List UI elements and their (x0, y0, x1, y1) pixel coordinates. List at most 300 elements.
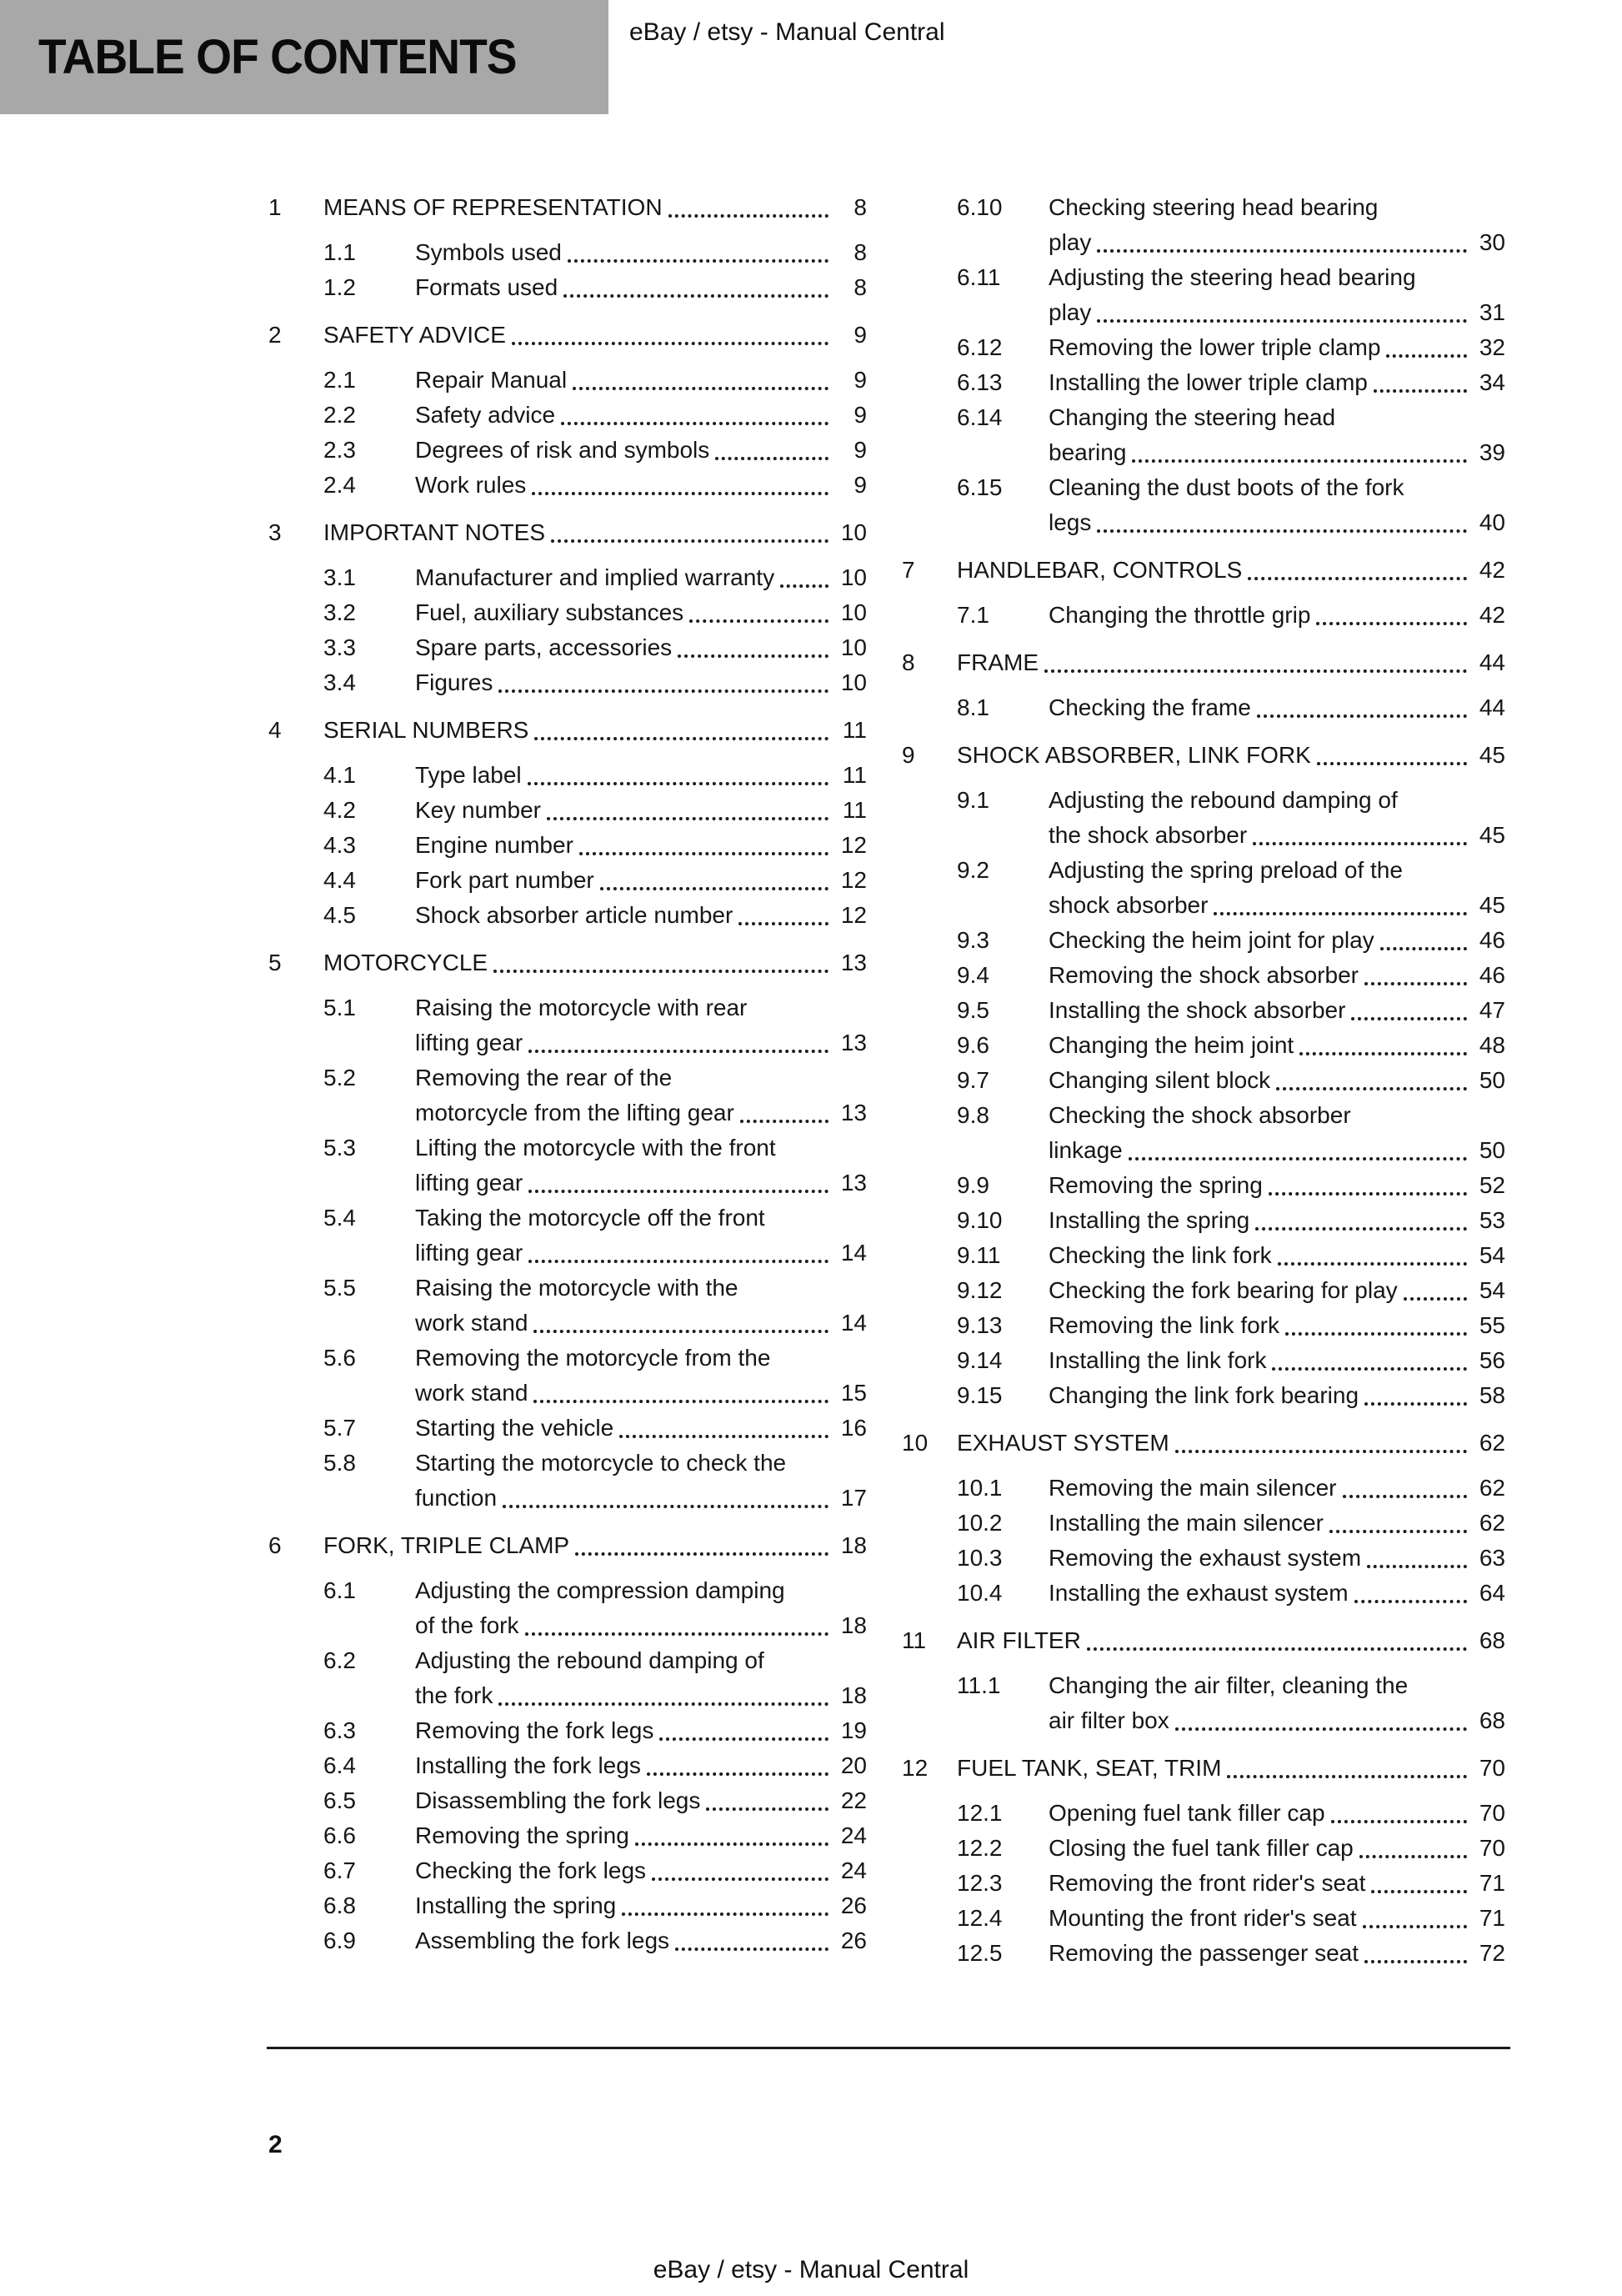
entry-number: 7 (902, 557, 915, 583)
entry-body (415, 1783, 867, 1818)
entry-number: 11.1 (957, 1672, 1001, 1698)
entry-body (1049, 1576, 1505, 1611)
entry-title: Changing silent block (1049, 1067, 1271, 1093)
entry-number: 6 (268, 1532, 282, 1558)
toc-entry (268, 828, 867, 863)
entry-body (1049, 1936, 1505, 1971)
toc-entry (268, 1783, 867, 1818)
entry-page: 11 (842, 762, 867, 788)
entry-number: 10.3 (957, 1545, 1003, 1571)
dot-leader (1316, 622, 1467, 625)
entry-number: 9.7 (957, 1067, 989, 1093)
entry-body (957, 1623, 1505, 1658)
dot-leader (1097, 249, 1467, 253)
entry-page: 70 (1479, 1800, 1505, 1826)
entry-body (415, 1818, 867, 1853)
entry-title: Checking the heim joint for play (1049, 927, 1374, 953)
entry-body (323, 713, 867, 748)
entry-number: 6.14 (957, 404, 1003, 430)
entry-title: Degrees of risk and symbols (415, 437, 710, 463)
entry-title: Installing the spring (1049, 1207, 1250, 1233)
entry-body (415, 1201, 867, 1271)
entry-title-line: Lifting the motorcycle with the front (415, 1135, 776, 1161)
dot-leader (689, 619, 829, 623)
entry-body (1049, 1238, 1505, 1273)
dot-leader (1087, 1647, 1467, 1651)
entry-body (1049, 190, 1505, 260)
entry-body (415, 1271, 867, 1341)
toc-entry (268, 560, 867, 595)
entry-body (415, 990, 867, 1060)
entry-title: Removing the spring (415, 1822, 629, 1848)
entry-body (415, 828, 867, 863)
entry-body (1049, 958, 1505, 993)
entry-page: 62 (1479, 1510, 1505, 1536)
entry-title: Symbols used (415, 239, 562, 265)
entry-page: 11 (842, 797, 867, 823)
entry-title-line: Cleaning the dust boots of the fork (1049, 474, 1404, 500)
toc-entry (902, 1623, 1505, 1658)
entry-title: Assembling the fork legs (415, 1928, 670, 1953)
entry-title: HANDLEBAR, CONTROLS (957, 557, 1243, 583)
toc-entry (902, 1796, 1505, 1831)
entry-title-line: Adjusting the rebound damping of (415, 1647, 764, 1673)
entry-number: 5.8 (323, 1450, 356, 1476)
entry-title: SHOCK ABSORBER, LINK FORK (957, 742, 1311, 768)
entry-body (415, 1411, 867, 1446)
toc-entry (268, 270, 867, 305)
entry-number: 4.5 (323, 902, 356, 928)
entry-title: Fuel, auxiliary substances (415, 599, 684, 625)
entry-page: 64 (1479, 1580, 1505, 1606)
entry-page: 50 (1479, 1067, 1505, 1093)
dot-leader (740, 1120, 829, 1123)
dot-leader (1299, 1052, 1467, 1055)
entry-body (415, 793, 867, 828)
entry-number: 6.7 (323, 1857, 356, 1883)
entry-number: 5.2 (323, 1065, 356, 1090)
dot-leader (563, 294, 829, 298)
entry-title: motorcycle from the lifting gear (415, 1100, 734, 1125)
entry-body (1049, 1343, 1505, 1378)
toc-entry (902, 783, 1505, 853)
toc-entry (902, 1426, 1505, 1461)
entry-page: 34 (1479, 369, 1505, 395)
dot-leader (534, 737, 829, 740)
entry-body (1049, 1168, 1505, 1203)
toc-entry (902, 1831, 1505, 1866)
toc-entry (902, 923, 1505, 958)
entry-title: play (1049, 229, 1092, 255)
entry-body (415, 630, 867, 665)
entry-page: 46 (1479, 962, 1505, 988)
entry-number: 4 (268, 717, 282, 743)
entry-page: 46 (1479, 927, 1505, 953)
entry-title: Opening fuel tank filler cap (1049, 1800, 1325, 1826)
entry-body (1049, 365, 1505, 400)
dot-leader (533, 1400, 829, 1403)
entry-page: 16 (840, 1415, 867, 1441)
entry-page: 10 (840, 634, 867, 660)
entry-page: 9 (854, 472, 867, 498)
toc-entry (268, 235, 867, 270)
entry-title: Changing the throttle grip (1049, 602, 1311, 628)
entry-title: Installing the lower triple clamp (1049, 369, 1368, 395)
entry-body (415, 665, 867, 700)
entry-number: 6.10 (957, 194, 1003, 220)
toc-entry (902, 1203, 1505, 1238)
entry-body (957, 645, 1505, 680)
entry-title: Checking the fork legs (415, 1857, 647, 1883)
entry-title: Key number (415, 797, 541, 823)
entry-title: lifting gear (415, 1030, 523, 1055)
footer-page-number: 2 (268, 2131, 283, 2158)
entry-title: of the fork (415, 1612, 519, 1638)
entry-page: 45 (1479, 822, 1505, 848)
entry-title: SAFETY ADVICE (323, 322, 506, 348)
entry-body (1049, 1831, 1505, 1866)
document-title-footer: eBay / etsy - Manual Central (653, 2256, 969, 2283)
entry-body (415, 433, 867, 468)
entry-number: 3 (268, 519, 282, 545)
dot-leader (715, 457, 829, 460)
toc-entry (902, 1168, 1505, 1203)
entry-body (1049, 1901, 1505, 1936)
entry-number: 9.9 (957, 1172, 989, 1198)
entry-body (323, 515, 867, 550)
entry-title: work stand (415, 1310, 528, 1336)
entry-number: 6.6 (323, 1822, 356, 1848)
toc-entry (268, 1528, 867, 1563)
entry-number: 5.6 (323, 1345, 356, 1371)
entry-page: 18 (840, 1682, 867, 1708)
toc-entry (902, 993, 1505, 1028)
entry-number: 9.10 (957, 1207, 1003, 1233)
entry-title: Work rules (415, 472, 527, 498)
toc-entry (268, 793, 867, 828)
entry-title-line: Taking the motorcycle off the front (415, 1205, 765, 1231)
entry-title: SERIAL NUMBERS (323, 717, 529, 743)
entry-page: 58 (1479, 1382, 1505, 1408)
dot-leader (1255, 1227, 1467, 1231)
entry-title-line: Changing the steering head (1049, 404, 1336, 430)
entry-page: 71 (1479, 1870, 1505, 1896)
entry-page: 26 (840, 1928, 867, 1953)
entry-title: Checking the fork bearing for play (1049, 1277, 1398, 1303)
entry-body (415, 398, 867, 433)
toc-entry (268, 863, 867, 898)
dot-leader (1214, 912, 1467, 915)
toc-entry (268, 363, 867, 398)
toc-entry (902, 470, 1505, 540)
entry-body (1049, 1063, 1505, 1098)
entry-title: shock absorber (1049, 892, 1209, 918)
entry-page: 13 (840, 1100, 867, 1125)
entry-title: Figures (415, 669, 493, 695)
entry-number: 9.8 (957, 1102, 989, 1128)
entry-number: 2 (268, 322, 282, 348)
dot-leader (1175, 1727, 1467, 1731)
entry-page: 45 (1479, 742, 1505, 768)
entry-page: 12 (840, 867, 867, 893)
entry-number: 12.2 (957, 1835, 1003, 1861)
entry-body (415, 1060, 867, 1130)
toc-entry (902, 330, 1505, 365)
entry-body (957, 738, 1505, 773)
entry-page: 48 (1479, 1032, 1505, 1058)
entry-body (415, 1341, 867, 1411)
entry-body (415, 1923, 867, 1958)
dot-leader (1404, 1297, 1467, 1301)
entry-page: 56 (1479, 1347, 1505, 1373)
dot-leader (551, 539, 829, 543)
dot-leader (1374, 389, 1467, 393)
entry-body (1049, 1273, 1505, 1308)
entry-number: 8 (902, 649, 915, 675)
entry-title: Installing the fork legs (415, 1752, 641, 1778)
entry-page: 24 (840, 1822, 867, 1848)
entry-page: 12 (840, 832, 867, 858)
entry-page: 13 (840, 1170, 867, 1196)
dot-leader (1248, 577, 1467, 580)
entry-title: Engine number (415, 832, 573, 858)
entry-title: Repair Manual (415, 367, 568, 393)
entry-page: 72 (1479, 1940, 1505, 1966)
entry-page: 45 (1479, 892, 1505, 918)
entry-number: 6.11 (957, 264, 1001, 290)
entry-title: Checking the frame (1049, 694, 1251, 720)
toc-entry (268, 758, 867, 793)
entry-title: MOTORCYCLE (323, 950, 488, 975)
toc-entry (268, 468, 867, 503)
entry-title: air filter box (1049, 1707, 1169, 1733)
entry-title: Removing the main silencer (1049, 1475, 1337, 1501)
toc-entry (902, 1063, 1505, 1098)
entry-page: 13 (840, 950, 867, 975)
toc-entry (902, 1901, 1505, 1936)
entry-number: 7.1 (957, 602, 989, 628)
entry-page: 68 (1479, 1707, 1505, 1733)
entry-page: 54 (1479, 1242, 1505, 1268)
toc-entry (902, 260, 1505, 330)
entry-page: 31 (1479, 299, 1505, 325)
dot-leader (503, 1505, 829, 1508)
dot-leader (498, 689, 829, 693)
entry-body (1049, 400, 1505, 470)
toc-entry (268, 945, 867, 980)
entry-number: 1.1 (323, 239, 356, 265)
dot-leader (1044, 669, 1467, 673)
toc-entry (902, 365, 1505, 400)
entry-number: 4.4 (323, 867, 356, 893)
entry-page: 19 (840, 1717, 867, 1743)
dot-leader (528, 782, 829, 785)
toc-entry (902, 1471, 1505, 1506)
page-title: TABLE OF CONTENTS (38, 30, 517, 84)
entry-title: FRAME (957, 649, 1039, 675)
entry-page: 32 (1479, 334, 1505, 360)
dot-leader (1386, 354, 1467, 358)
toc-entry (902, 738, 1505, 773)
entry-page: 8 (854, 194, 867, 220)
entry-body (1049, 598, 1505, 633)
entry-body (1049, 1378, 1505, 1413)
entry-title: bearing (1049, 439, 1127, 465)
dot-leader (493, 970, 829, 973)
entry-page: 42 (1479, 602, 1505, 628)
dot-leader (1257, 714, 1467, 718)
toc-entry (902, 1576, 1505, 1611)
entry-page: 12 (840, 902, 867, 928)
entry-page: 62 (1479, 1475, 1505, 1501)
entry-title-line: Adjusting the rebound damping of (1049, 787, 1398, 813)
entry-title: Type label (415, 762, 522, 788)
entry-number: 4.3 (323, 832, 356, 858)
entry-title: Starting the vehicle (415, 1415, 614, 1441)
dot-leader (659, 1737, 829, 1741)
entry-title-line: Adjusting the spring preload of the (1049, 857, 1403, 883)
dot-leader (498, 1702, 829, 1706)
entry-number: 12.3 (957, 1870, 1003, 1896)
toc-column-left (268, 190, 867, 1958)
entry-title: Removing the shock absorber (1049, 962, 1359, 988)
entry-page: 11 (842, 717, 867, 743)
entry-body (415, 595, 867, 630)
entry-page: 39 (1479, 439, 1505, 465)
entry-page: 40 (1479, 509, 1505, 535)
entry-number: 5.4 (323, 1205, 356, 1231)
entry-page: 70 (1479, 1835, 1505, 1861)
entry-body (323, 1528, 867, 1563)
entry-title: FUEL TANK, SEAT, TRIM (957, 1755, 1222, 1781)
entry-page: 62 (1479, 1430, 1505, 1456)
entry-title: Checking the link fork (1049, 1242, 1272, 1268)
entry-title: Changing the heim joint (1049, 1032, 1294, 1058)
entry-title-line: Adjusting the compression damping (415, 1577, 785, 1603)
entry-page: 9 (854, 437, 867, 463)
dot-leader (622, 1912, 829, 1916)
entry-body (1049, 330, 1505, 365)
entry-number: 3.2 (323, 599, 356, 625)
entry-title: Removing the spring (1049, 1172, 1263, 1198)
entry-body (1049, 1541, 1505, 1576)
dot-leader (528, 1260, 829, 1263)
entry-title: Shock absorber article number (415, 902, 733, 928)
entry-number: 6.4 (323, 1752, 356, 1778)
entry-title: Formats used (415, 274, 558, 300)
toc-entry (902, 1506, 1505, 1541)
entry-title: Closing the fuel tank filler cap (1049, 1835, 1354, 1861)
entry-title: Removing the fork legs (415, 1717, 654, 1743)
dot-leader (1097, 529, 1467, 533)
entry-page: 13 (840, 1030, 867, 1055)
entry-body (1049, 1866, 1505, 1901)
entry-page: 68 (1479, 1627, 1505, 1653)
entry-number: 4.1 (323, 762, 356, 788)
entry-number: 6.13 (957, 369, 1003, 395)
entry-title: linkage (1049, 1137, 1123, 1163)
entry-page: 20 (840, 1752, 867, 1778)
dot-leader (568, 259, 829, 263)
entry-number: 9.3 (957, 927, 989, 953)
entry-page: 42 (1479, 557, 1505, 583)
entry-body (1049, 1028, 1505, 1063)
entry-title-line: Raising the motorcycle with rear (415, 995, 748, 1020)
entry-body (323, 190, 867, 225)
entry-body (957, 553, 1505, 588)
toc-entry (268, 630, 867, 665)
dot-leader (1317, 762, 1467, 765)
dot-leader (573, 387, 829, 390)
dot-leader (1380, 947, 1467, 950)
dot-leader (647, 1772, 829, 1776)
entry-title: Installing the link fork (1049, 1347, 1267, 1373)
entry-title: Installing the spring (415, 1892, 617, 1918)
entry-page: 26 (840, 1892, 867, 1918)
entry-number: 2.3 (323, 437, 356, 463)
entry-title-line: Starting the motorcycle to check the (415, 1450, 787, 1476)
entry-body (323, 318, 867, 353)
dot-leader (1269, 1192, 1467, 1196)
entry-title: Manufacturer and implied warranty (415, 564, 775, 590)
entry-body (1049, 1668, 1505, 1738)
entry-title: the shock absorber (1049, 822, 1248, 848)
entry-body (415, 1573, 867, 1643)
entry-page: 9 (854, 367, 867, 393)
toc-entry (268, 665, 867, 700)
entry-body (1049, 1308, 1505, 1343)
entry-page: 9 (854, 402, 867, 428)
entry-title: Mounting the front rider's seat (1049, 1905, 1357, 1931)
entry-number: 12.4 (957, 1905, 1003, 1931)
entry-body (1049, 853, 1505, 923)
entry-number: 5.5 (323, 1275, 356, 1301)
entry-number: 9.11 (957, 1242, 1001, 1268)
entry-page: 53 (1479, 1207, 1505, 1233)
toc-entry (902, 1751, 1505, 1786)
entry-title-line: Checking the shock absorber (1049, 1102, 1351, 1128)
toc-entry (268, 1573, 867, 1643)
entry-number: 6.9 (323, 1928, 356, 1953)
entry-page: 54 (1479, 1277, 1505, 1303)
entry-title: MEANS OF REPRESENTATION (323, 194, 663, 220)
entry-title: AIR FILTER (957, 1627, 1081, 1653)
entry-number: 8.1 (957, 694, 989, 720)
dot-leader (561, 422, 829, 425)
entry-number: 5.7 (323, 1415, 356, 1441)
toc-entry (268, 433, 867, 468)
entry-page: 30 (1479, 229, 1505, 255)
entry-body (415, 1446, 867, 1516)
dot-leader (1371, 1890, 1467, 1893)
entry-title-line: Removing the motorcycle from the (415, 1345, 771, 1371)
entry-body (415, 1748, 867, 1783)
entry-body (1049, 1796, 1505, 1831)
entry-number: 6.12 (957, 334, 1003, 360)
entry-number: 9 (902, 742, 915, 768)
toc-entry (902, 1343, 1505, 1378)
toc-entry (268, 398, 867, 433)
entry-page: 24 (840, 1857, 867, 1883)
entry-number: 9.15 (957, 1382, 1003, 1408)
toc-entry (902, 1028, 1505, 1063)
entry-page: 55 (1479, 1312, 1505, 1338)
entry-title: Fork part number (415, 867, 594, 893)
dot-leader (738, 922, 829, 925)
entry-number: 1 (268, 194, 282, 220)
toc-entry (268, 318, 867, 353)
entry-body (415, 758, 867, 793)
